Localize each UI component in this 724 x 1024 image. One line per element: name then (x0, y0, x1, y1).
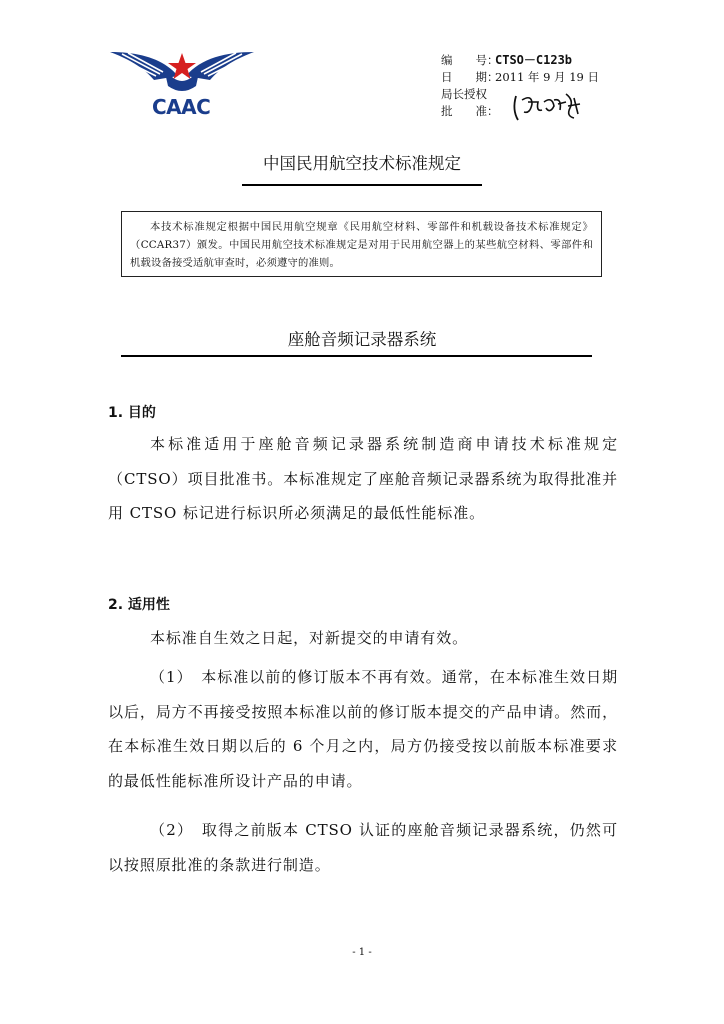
main-title: 中国民用航空技术标准规定 (263, 154, 461, 173)
page-number: - 1 - (352, 947, 372, 958)
signature-icon (508, 88, 586, 126)
logo-text: CAAC (152, 95, 211, 119)
standard-title-divider (121, 355, 592, 357)
section-2-paragraph-1: 本标准自生效之日起，对新提交的申请有效。 (150, 629, 469, 647)
date-label: 日 期： (441, 70, 499, 84)
number-label: 编 号： (441, 53, 499, 67)
authority-label: 局长授权 (441, 87, 487, 101)
standard-title: 座舱音频记录器系统 (287, 330, 437, 349)
section-1-paragraph: 本标准适用于座舱音频记录器系统制造商申请技术标准规定（CTSO）项目批准书。本标准规定了座舱音频记录器系统为取得批准并用 CTSO 标记进行标识所必须满足的最低性能标准。 (108, 435, 618, 522)
approve-label: 批 准： (441, 104, 499, 118)
caac-logo (108, 46, 256, 124)
caac-emblem-icon (108, 46, 256, 96)
number-row (441, 52, 599, 69)
title-divider (242, 184, 482, 186)
notice-box: 本技术标准规定根据中国民用航空规章《民用航空材料、零部件和机载设备技术标准规定》（CCAR37）颁发。中国民用航空技术标准规定是对用于民用航空器上的某些航空材料、零部件和机载设备接受适航审查时，必须遵守的准则。 (121, 211, 602, 277)
section-2-heading: 2. 适用性 (108, 597, 170, 613)
section-2-paragraph-3: （2） 取得之前版本 CTSO 认证的座舱音频记录器系统，仍然可以按照原批准的条款进行制造。 (108, 821, 618, 874)
date-row (441, 69, 599, 86)
document-date: 2011 年 9 月 19 日 (495, 70, 599, 84)
section-1-heading: 1. 目的 (108, 405, 156, 421)
document-number: CTSO－C123b (495, 53, 573, 67)
section-2-paragraph-2: （1） 本标准以前的修订版本不再有效。通常，在本标准生效日期以后，局方不再接受按照本标准以前的修订版本提交的产品申请。然而，在本标准生效日期以后的 6 个月之内，局方仍接受按以前版本标准要求的最低性能标准所设计产品的申请。 (108, 668, 618, 790)
